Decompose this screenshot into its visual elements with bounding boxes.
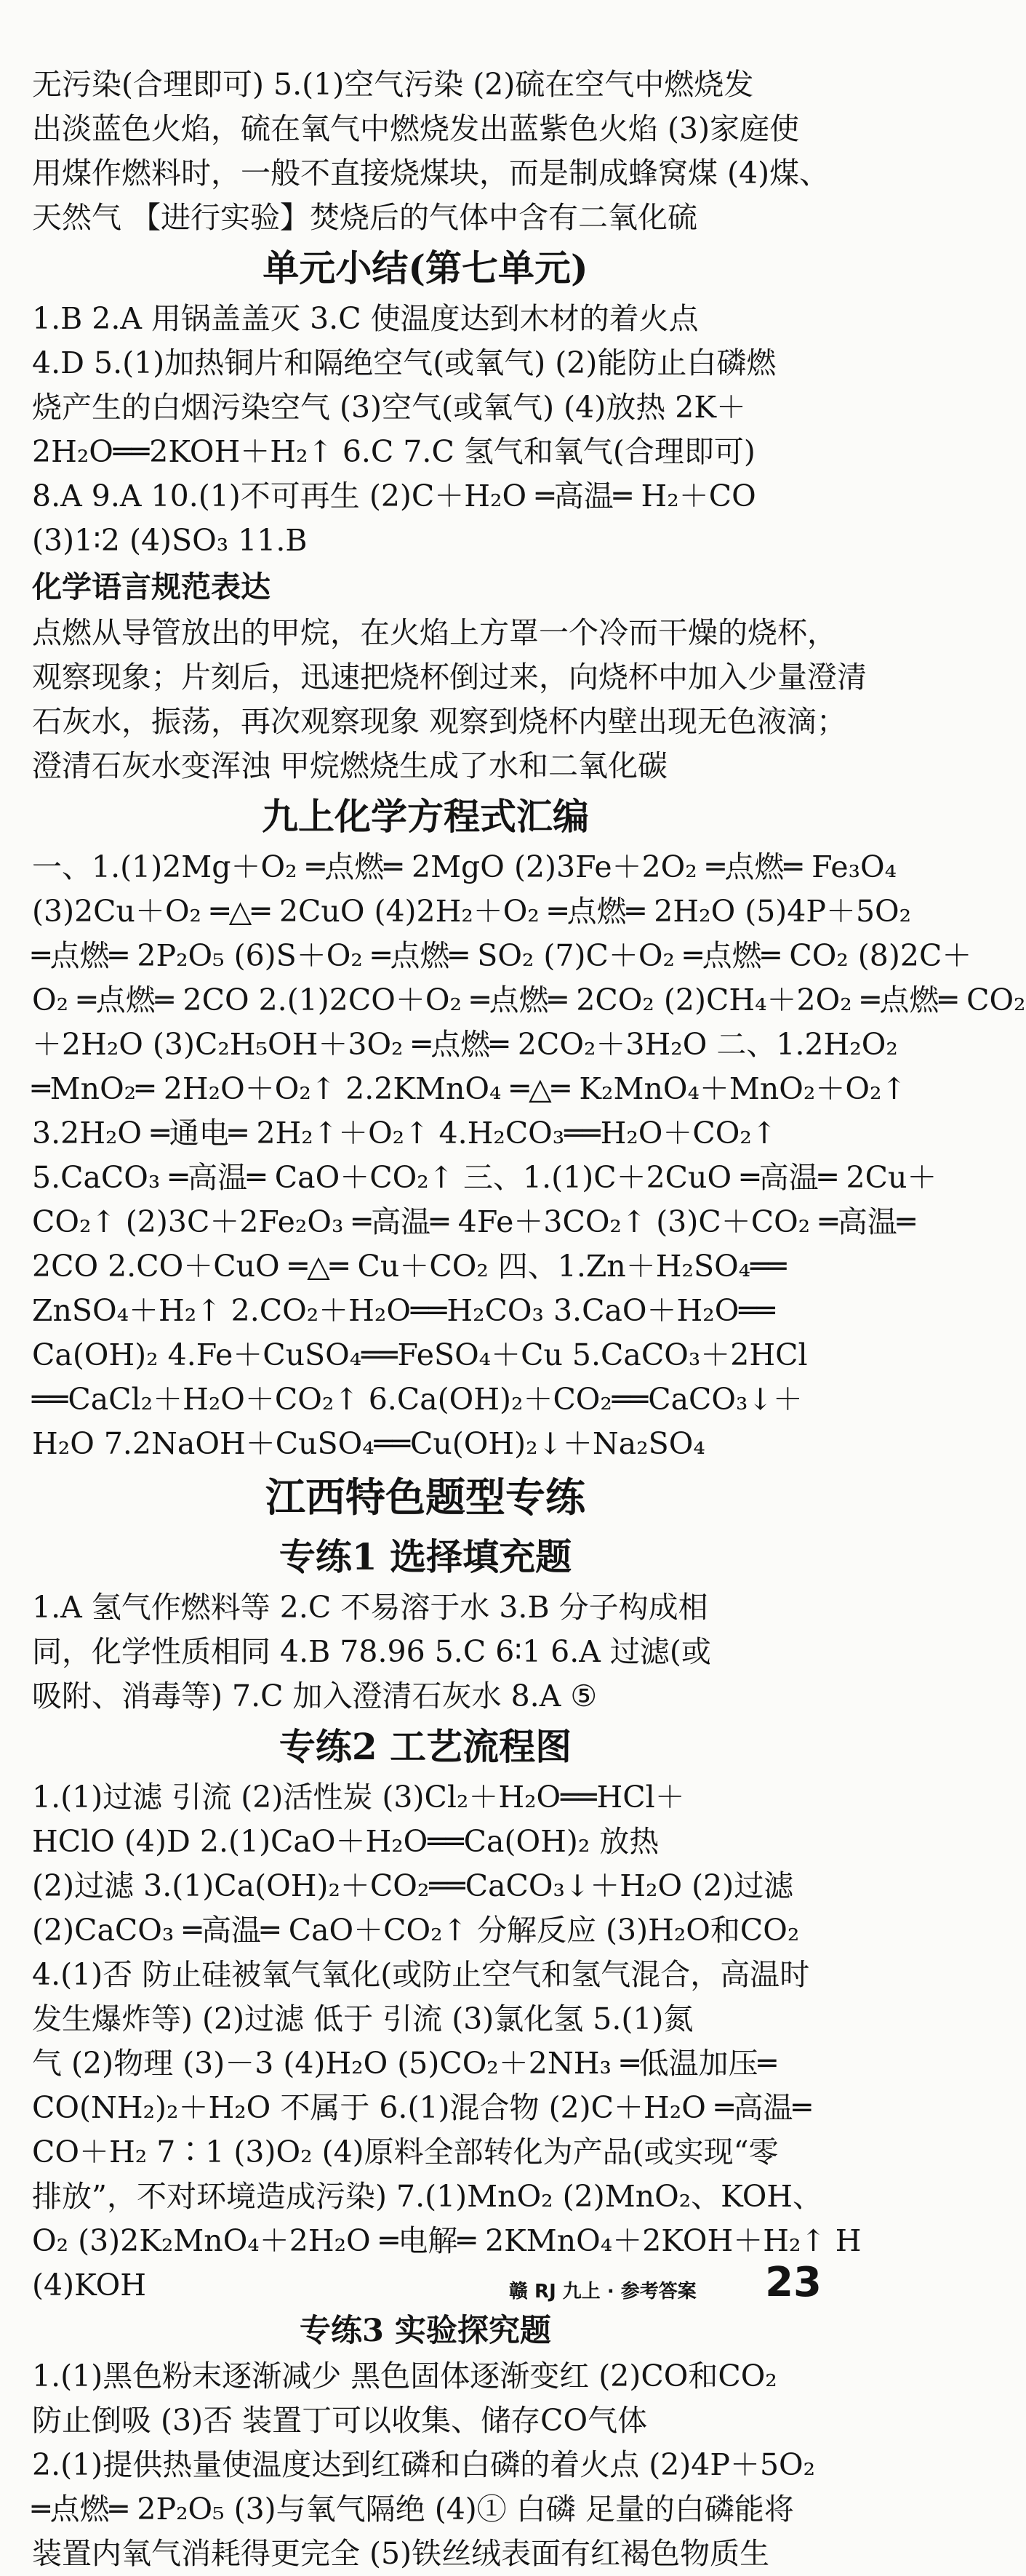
text-line: 2H₂O══2KOH＋H₂↑ 6.C 7.C 氢气和氧气(合理即可)	[32, 434, 756, 469]
text-line: 3.2H₂O ═通电═ 2H₂↑＋O₂↑ 4.H₂CO₃══H₂O＋CO₂↑	[32, 1116, 777, 1151]
text-line: 1.A 氢气作燃料等 2.C 不易溶于水 3.B 分子构成相	[32, 1590, 708, 1625]
text-line: 无污染(合理即可) 5.(1)空气污染 (2)硫在空气中燃烧发	[32, 67, 754, 102]
text-line: CO₂↑ (2)3C＋2Fe₂O₃ ═高温═ 4Fe＋3CO₂↑ (3)C＋CO₂ ═高温═	[32, 1204, 915, 1239]
text-line: (2)过滤 3.(1)Ca(OH)₂＋CO₂══CaCO₃↓＋H₂O (2)过滤	[32, 1868, 794, 1903]
text-line: O₂ (3)2K₂MnO₄＋2H₂O ═电解═ 2KMnO₄＋2KOH＋H₂↑ H	[32, 2223, 862, 2258]
text-line: 气 (2)物理 (3)－3 (4)H₂O (5)CO₂＋2NH₃ ═低温加压═	[32, 2046, 777, 2081]
section-heading: 专练1 选择填充题	[278, 1535, 572, 1578]
section-heading: 化学语言规范表达	[32, 569, 270, 604]
text-line: 石灰水，振荡，再次观察现象 观察到烧杯内壁出现无色液滴；	[32, 704, 847, 739]
section-heading: 江西特色题型专练	[265, 1473, 585, 1521]
text-line: 装置内氧气消耗得更完全 (5)铁丝绒表面有红褐色物质生	[32, 2536, 770, 2571]
text-line: CO(NH₂)₂＋H₂O 不属于 6.(1)混合物 (2)C＋H₂O ═高温═	[32, 2090, 811, 2125]
text-line: 4.D 5.(1)加热铜片和隔绝空气(或氧气) (2)能防止白磷燃	[32, 345, 777, 380]
section-heading: 专练2 工艺流程图	[278, 1725, 572, 1768]
answer-text-column	[32, 63, 1026, 2576]
text-line: 5.CaCO₃ ═高温═ CaO＋CO₂↑ 三、1.(1)C＋2CuO ═高温═ 2Cu＋	[32, 1160, 937, 1195]
text-line: ＋2H₂O (3)C₂H₅OH＋3O₂ ═点燃═ 2CO₂＋3H₂O 二、1.2H₂O₂	[32, 1027, 898, 1062]
text-line: 天然气 【进行实验】焚烧后的气体中含有二氧化硫	[32, 200, 698, 235]
text-line: (2)CaCO₃ ═高温═ CaO＋CO₂↑ 分解反应 (3)H₂O和CO₂	[32, 1913, 800, 1948]
page-footer	[509, 2259, 822, 2307]
text-line: 4.(1)否 防止硅被氧气氧化(或防止空气和氢气混合，高温时	[32, 1957, 810, 1992]
text-line: ═MnO₂═ 2H₂O＋O₂↑ 2.2KMnO₄ ═△═ K₂MnO₄＋MnO₂＋O₂↑	[32, 1071, 907, 1106]
text-line: HClO (4)D 2.(1)CaO＋H₂O══Ca(OH)₂ 放热	[32, 1824, 660, 1859]
text-line: 点燃从导管放出的甲烷，在火焰上方罩一个冷而干燥的烧杯，	[32, 615, 837, 650]
text-line: O₂ ═点燃═ 2CO 2.(1)2CO＋O₂ ═点燃═ 2CO₂ (2)CH₄＋2O₂ ═点燃═ CO₂	[32, 983, 1026, 1017]
text-line: 出淡蓝色火焰，硫在氧气中燃烧发出蓝紫色火焰 (3)家庭使	[32, 111, 800, 146]
text-line: 烧产生的白烟污染空气 (3)空气(或氧气) (4)放热 2K＋	[32, 390, 746, 425]
text-line: (3)2Cu＋O₂ ═△═ 2CuO (4)2H₂＋O₂ ═点燃═ 2H₂O (5)4P＋5O₂	[32, 894, 912, 929]
text-line: 防止倒吸 (3)否 装置丁可以收集、储存CO气体	[32, 2403, 648, 2438]
text-line: 发生爆炸等) (2)过滤 低于 引流 (3)氯化氢 5.(1)氮	[32, 2001, 694, 2036]
page-number: 23	[765, 2259, 822, 2306]
text-line: 8.A 9.A 10.(1)不可再生 (2)C＋H₂O ═高温═ H₂＋CO	[32, 479, 756, 513]
text-line: Ca(OH)₂ 4.Fe＋CuSO₄══FeSO₄＋Cu 5.CaCO₃＋2HCl	[32, 1337, 808, 1372]
text-line: 观察现象；片刻后，迅速把烧杯倒过来，向烧杯中加入少量澄清	[32, 660, 867, 695]
section-heading: 单元小结(第七单元)	[262, 247, 588, 289]
text-line: 澄清石灰水变浑浊 甲烷燃烧生成了水和二氧化碳	[32, 748, 668, 783]
text-line: H₂O 7.2NaOH＋CuSO₄══Cu(OH)₂↓＋Na₂SO₄	[32, 1426, 705, 1461]
section-heading: 专练3 实验探究题	[300, 2313, 551, 2349]
text-line: 1.(1)过滤 引流 (2)活性炭 (3)Cl₂＋H₂O══HCl＋	[32, 1780, 685, 1815]
text-line: 吸附、消毒等) 7.C 加入澄清石灰水 8.A ⑤	[32, 1679, 598, 1713]
section-heading: 九上化学方程式汇编	[262, 795, 589, 838]
text-line: 用煤作燃料时，一般不直接烧煤块，而是制成蜂窝煤 (4)煤、	[32, 156, 830, 191]
text-line: 2CO 2.CO＋CuO ═△═ Cu＋CO₂ 四、1.Zn＋H₂SO₄══	[32, 1249, 787, 1284]
text-line: CO＋H₂ 7∶1 (3)O₂ (4)原料全部转化为产品(或实现“零	[32, 2135, 779, 2169]
text-line: (4)KOH	[32, 2268, 146, 2303]
text-line: ══CaCl₂＋H₂O＋CO₂↑ 6.Ca(OH)₂＋CO₂══CaCO₃↓＋	[32, 1382, 803, 1417]
footer-label: 赣 RJ 九上 · 参考答案	[509, 2281, 697, 2303]
text-line: ═点燃═ 2P₂O₅ (3)与氧气隔绝 (4)① 白磷 足量的白磷能将	[32, 2492, 794, 2527]
text-line: (3)1∶2 (4)SO₃ 11.B	[32, 523, 308, 558]
text-line: ═点燃═ 2P₂O₅ (6)S＋O₂ ═点燃═ SO₂ (7)C＋O₂ ═点燃═ CO₂ (8)2C＋	[32, 938, 972, 973]
text-line: 排放”，不对环境造成污染) 7.(1)MnO₂ (2)MnO₂、KOH、	[32, 2179, 823, 2214]
text-line: 2.(1)提供热量使温度达到红磷和白磷的着火点 (2)4P＋5O₂	[32, 2447, 816, 2482]
text-line: 1.(1)黑色粉末逐渐减少 黑色固体逐渐变红 (2)CO和CO₂	[32, 2359, 777, 2393]
text-line: 同，化学性质相同 4.B 78.96 5.C 6∶1 6.A 过滤(或	[32, 1634, 711, 1669]
text-line: 一、1.(1)2Mg＋O₂ ═点燃═ 2MgO (2)3Fe＋2O₂ ═点燃═ Fe₃O₄	[32, 849, 897, 884]
text-line: 1.B 2.A 用锅盖盖灭 3.C 使温度达到木材的着火点	[32, 301, 699, 336]
text-line: ZnSO₄＋H₂↑ 2.CO₂＋H₂O══H₂CO₃ 3.CaO＋H₂O══	[32, 1293, 775, 1328]
